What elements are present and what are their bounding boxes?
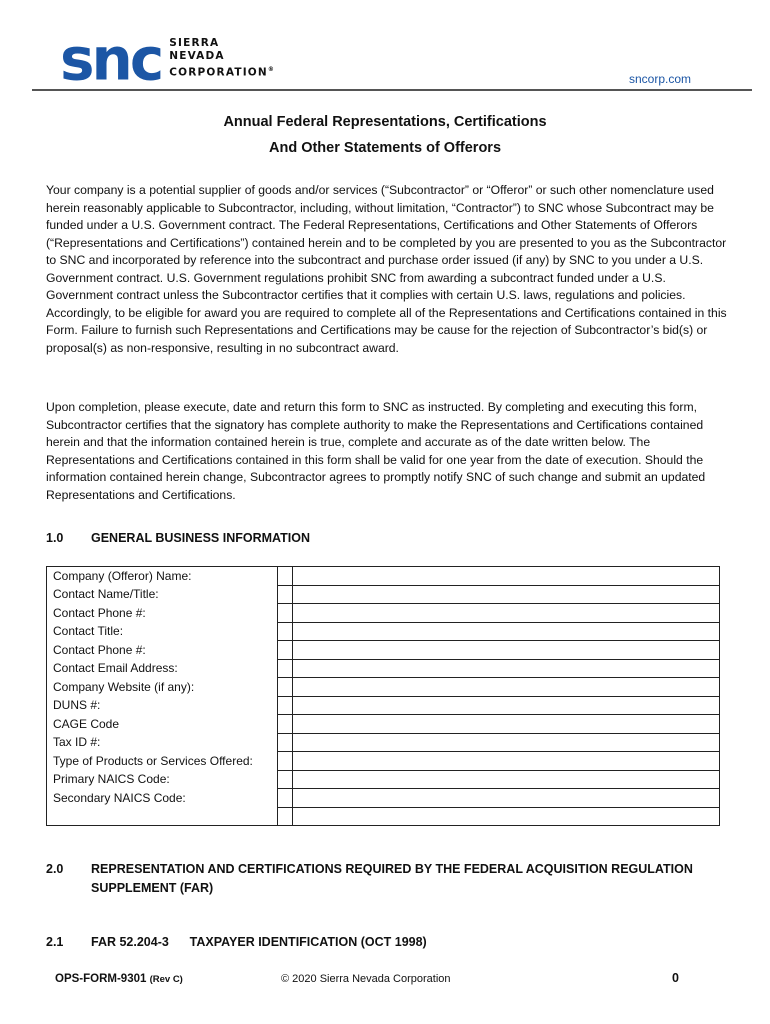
field-label: Secondary NAICS Code:: [47, 789, 278, 808]
field-value-input[interactable]: [292, 770, 719, 789]
section-number: 2.1: [46, 935, 64, 949]
field-value-input[interactable]: [292, 585, 719, 604]
spacer-cell: [277, 715, 292, 734]
table-row: [47, 789, 720, 808]
copyright-notice: © 2020 Sierra Nevada Corporation: [281, 973, 451, 985]
section-title: GENERAL BUSINESS INFORMATION: [91, 531, 310, 545]
section-number: 1.0: [46, 531, 64, 545]
field-value-input[interactable]: [292, 659, 719, 678]
field-value-input[interactable]: [292, 567, 719, 586]
field-label: Tax ID #:: [47, 733, 278, 752]
field-label: CAGE Code: [47, 715, 278, 734]
form-id: [55, 973, 183, 985]
form-number: OPS-FORM-9301: [55, 973, 147, 985]
header-divider: [32, 89, 752, 91]
table-row: [47, 659, 720, 678]
spacer-cell: [277, 696, 292, 715]
spacer-cell: [277, 789, 292, 808]
field-label: Type of Products or Services Offered:: [47, 752, 278, 771]
table-row: [47, 715, 720, 734]
field-label: Primary NAICS Code:: [47, 770, 278, 789]
form-revision: (Rev C): [149, 974, 183, 985]
table-row: [47, 567, 720, 586]
logo-wordmark: [169, 37, 275, 80]
logo-line-1: SIERRA: [169, 37, 220, 49]
table-row: [47, 733, 720, 752]
section-number: 2.0: [46, 862, 64, 876]
spacer-cell: [277, 641, 292, 660]
section-title: FAR 52.204-3 TAXPAYER IDENTIFICATION (OCT 1998): [91, 935, 427, 949]
field-label: Company Website (if any):: [47, 678, 278, 697]
title-line-2: And Other Statements of Offerors: [268, 140, 502, 156]
spacer-cell: [277, 752, 292, 771]
intro-paragraph: Your company is a potential supplier of goods and/or services (“Subcontractor” or “Offeror” or such other nomenclature used herein reasonably applicable to Subcontractor, including, without limitation, “Contractor”) to SNC whose Subcontract may be funded under a U.S. Government contract. The Federal Representations, Certifications and Other Statements of Offerors (“Representations and Certifications”) contained herein and to be completed by you are presented to you as the Subcontractor to SNC and incorporated by reference into the subcontract and purchase order issued (if any) by SNC to you under a U.S. Government contract. U.S. Government regulations prohibit SNC from awarding a subcontract funded under a U.S. Government contract unless the Subcontractor certifies that it complies with certain U.S. laws, regulations and policies. Accordingly, to be eligible for award you are required to complete all of the Representations and Certifications contained in this Form. Failure to furnish such Representations and Certifications may be cause for the rejection of Subcontractor’s bid(s) or proposal(s) as non-responsive, resulting in no subcontract award.: [46, 183, 727, 355]
field-value-input[interactable]: [292, 715, 719, 734]
table-row: [47, 678, 720, 697]
spacer-cell: [277, 659, 292, 678]
field-value-input[interactable]: [292, 604, 719, 623]
logo-mark: snc: [60, 35, 162, 83]
spacer-cell: [277, 622, 292, 641]
title-line-1: Annual Federal Representations, Certifications: [223, 114, 547, 130]
table-row: [47, 807, 720, 826]
business-info-table: [46, 566, 720, 826]
page-header: [0, 0, 770, 90]
table-row: [47, 696, 720, 715]
table-row: [47, 641, 720, 660]
field-label: Contact Name/Title:: [47, 585, 278, 604]
spacer-cell: [277, 733, 292, 752]
instructions-paragraph: Upon completion, please execute, date and return this form to SNC as instructed. By completing and executing this form, Subcontractor certifies that the signatory has complete authority to make the Representations and Certifications contained herein and that the information contained herein is true, complete and accurate as of the date written below. The Representations and Certifications contained in this form shall be valid for one year from the date of execution. Should the information contained herein change, Subcontractor agrees to promptly notify SNC of such change and submit an updated Representations and Certifications.: [46, 400, 706, 502]
table-row: [47, 622, 720, 641]
field-label: Contact Email Address:: [47, 659, 278, 678]
section-title: REPRESENTATION AND CERTIFICATIONS REQUIRED BY THE FEDERAL ACQUISITION REGULATION SUPPLEMENT (FAR): [91, 862, 693, 895]
field-value-input[interactable]: [292, 696, 719, 715]
field-label: Contact Phone #:: [47, 641, 278, 660]
logo-line-3: CORPORATION®: [169, 66, 276, 79]
spacer-cell: [277, 604, 292, 623]
document-title: [0, 109, 770, 161]
page-number: 0: [672, 971, 679, 985]
logo-line-2: NEVADA: [169, 50, 225, 62]
field-label: Contact Phone #:: [47, 604, 278, 623]
spacer-cell: [277, 807, 292, 826]
website-link[interactable]: sncorp.com: [628, 72, 691, 86]
snc-logo: [60, 36, 275, 82]
spacer-cell: [277, 567, 292, 586]
table-row: [47, 770, 720, 789]
field-value-input[interactable]: [292, 733, 719, 752]
field-value-input[interactable]: [292, 752, 719, 771]
field-value-input[interactable]: [292, 807, 719, 826]
table-row: [47, 752, 720, 771]
field-label: Contact Title:: [47, 622, 278, 641]
table-row: [47, 585, 720, 604]
field-value-input[interactable]: [292, 678, 719, 697]
table-row: [47, 604, 720, 623]
spacer-cell: [277, 678, 292, 697]
field-value-input[interactable]: [292, 789, 719, 808]
field-value-input[interactable]: [292, 622, 719, 641]
field-label: DUNS #:: [47, 696, 278, 715]
field-label: Company (Offeror) Name:: [47, 567, 278, 586]
spacer-cell: [277, 770, 292, 789]
field-value-input[interactable]: [292, 641, 719, 660]
field-label: [47, 807, 278, 826]
spacer-cell: [277, 585, 292, 604]
